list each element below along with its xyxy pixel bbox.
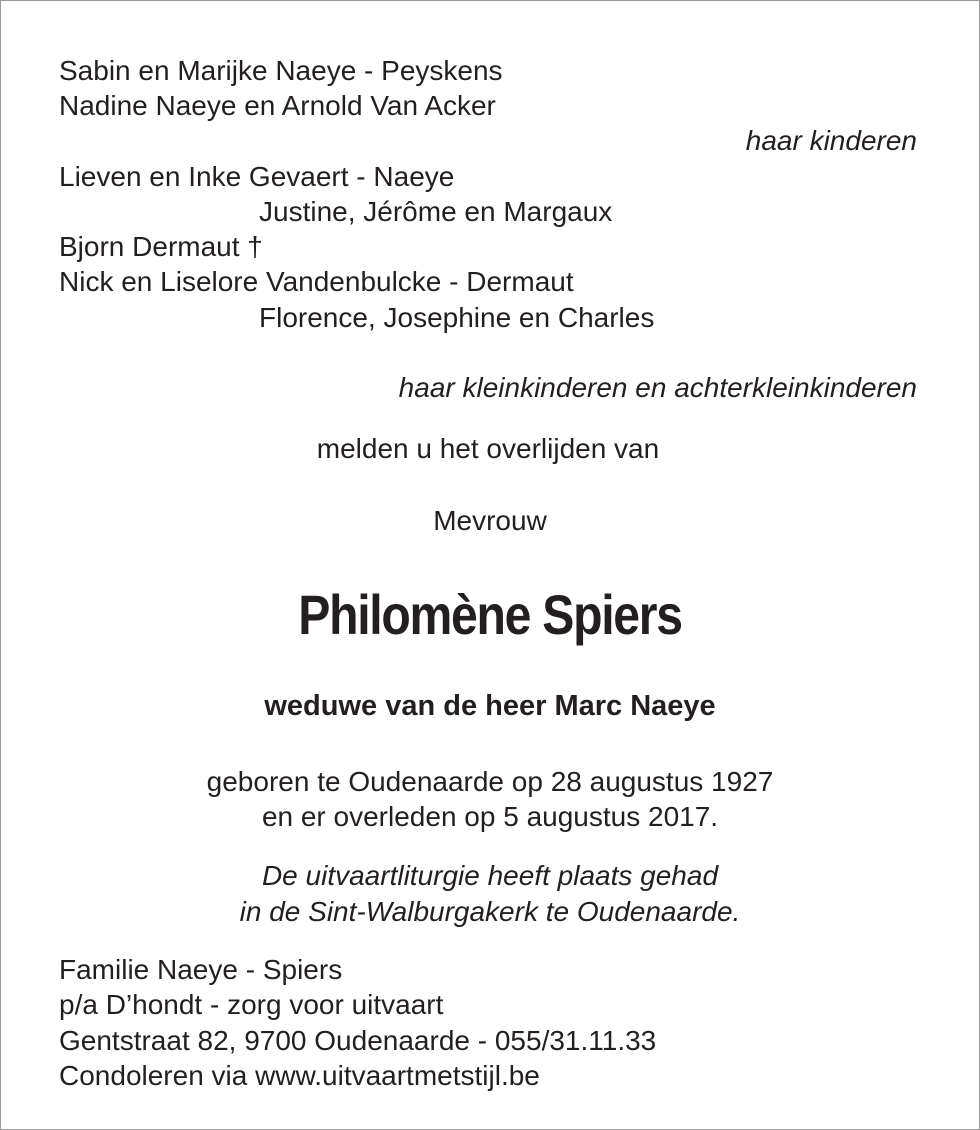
salutation: Mevrouw — [433, 505, 547, 536]
birth-line: geboren te Oudenaarde op 28 augustus 1927 — [206, 766, 774, 797]
grandchildren-line-3: Bjorn Dermaut † — [59, 231, 263, 262]
deceased-name: Philomène Spiers — [298, 583, 682, 646]
grandchildren-line-5: Florence, Josephine en Charles — [259, 302, 655, 333]
contact-funeral-home: p/a D’hondt - zorg voor uitvaart — [59, 989, 444, 1020]
family-line-1: Sabin en Marijke Naeye - Peyskens — [59, 55, 503, 86]
family-line-2: Nadine Naeye en Arnold Van Acker — [59, 90, 496, 121]
liturgy-line-2: in de Sint-Walburgakerk te Oudenaarde. — [239, 896, 741, 927]
announcement-text: melden u het overlijden van — [316, 433, 660, 464]
grandchildren-line-4: Nick en Liselore Vandenbulcke - Dermaut — [59, 266, 574, 297]
widow-line: weduwe van de heer Marc Naeye — [264, 690, 716, 722]
grandchildren-label: haar kleinkinderen en achterkleinkinderen — [398, 372, 917, 403]
contact-family: Familie Naeye - Spiers — [59, 954, 343, 985]
contact-address: Gentstraat 82, 9700 Oudenaarde - 055/31.11.33 — [59, 1025, 657, 1056]
grandchildren-line-1: Lieven en Inke Gevaert - Naeye — [59, 161, 455, 192]
children-label: haar kinderen — [745, 125, 917, 156]
contact-condolence-link[interactable]: Condoleren via www.uitvaartmetstijl.be — [59, 1060, 540, 1091]
grandchildren-line-2: Justine, Jérôme en Margaux — [259, 196, 613, 227]
liturgy-line-1: De uitvaartliturgie heeft plaats gehad — [261, 860, 719, 891]
death-line: en er overleden op 5 augustus 2017. — [261, 801, 719, 832]
